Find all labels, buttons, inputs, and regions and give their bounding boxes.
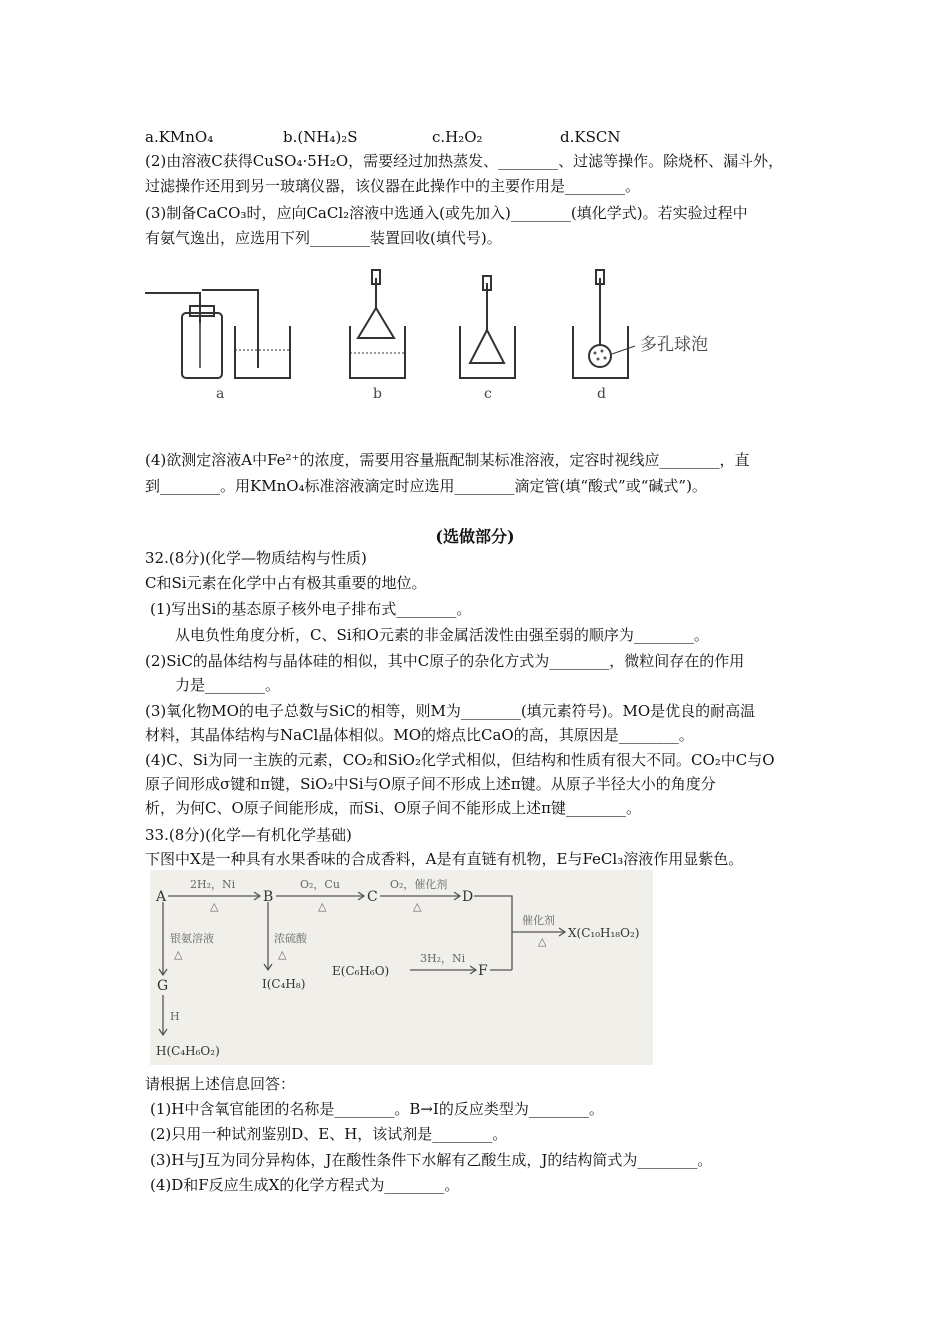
flow-heat-6: △ [278,948,287,961]
flow-reagent-5: 银氨溶液 [170,932,214,945]
q33-part4: (4)D和F反应生成X的化学方程式为________。 [150,1176,460,1194]
q32-part1: (1)写出Si的基态原子核外电子排布式________。 [150,600,472,618]
q3-line2: 有氨气逸出，应选用下列________装置回收(填代号)。 [145,229,502,247]
apparatus-figure [140,268,740,403]
section-title: (选做部分) [435,527,515,546]
q32-part2b: 力是________。 [175,676,281,694]
flow-reagent-4: 催化剂 [522,914,555,927]
apparatus-label-b: b [373,386,382,402]
flow-B: B [263,889,274,905]
q32-heading: 32.(8分)(化学—物质结构与性质) [145,549,367,567]
flow-heat-3: △ [413,900,422,913]
flow-I: I(C₄H₈) [262,977,306,991]
flow-reagent-2: O₂，Cu [300,878,340,891]
q32-part2a: (2)SiC的晶体结构与晶体硅的相似，其中C原子的杂化方式为________，微粒间存在的作用 [145,652,745,670]
q32-part3a: (3)氧化物MO的电子总数与SiC的相等，则M为________(填元素符号)。MO是优良的耐高温 [145,702,756,720]
q32-intro: C和Si元素在化学中占有极其重要的地位。 [145,574,427,592]
option-c: c.H₂O₂ [432,128,483,146]
option-a: a.KMnO₄ [145,128,214,146]
q4-line2: 到________。用KMnO₄标准溶液滴定时应选用________滴定管(填“酸式”或“碱式”)。 [145,477,707,495]
q33-part1: (1)H中含氧官能团的名称是________。B→I的反应类型为________。 [150,1100,604,1118]
q2-line1: (2)由溶液C获得CuSO₄·5H₂O，需要经过加热蒸发、________、过滤等操作。除烧杯、漏斗外， [145,152,784,170]
q3-line1: (3)制备CaCO₃时，应向CaCl₂溶液中选通入(或先加入)________(填化学式)。若实验过程中 [145,204,748,222]
flow-G: G [157,978,169,994]
q33-part2: (2)只用一种试剂鉴别D、E、H，该试剂是________。 [150,1125,508,1143]
flow-heat-5: △ [174,948,183,961]
q33-prompt: 请根据上述信息回答： [145,1075,296,1093]
flow-E: E(C₆H₆O) [332,964,390,978]
q32-part4c: 析，为何C、O原子间能形成，而Si、O原子间不能形成上述π键________。 [145,799,642,817]
flow-X: X(C₁₀H₁₈O₂) [568,926,640,940]
apparatus-label-a: a [216,386,225,402]
q2-line2: 过滤操作还用到另一玻璃仪器，该仪器在此操作中的主要作用是________。 [145,177,641,195]
q32-part4b: 原子间形成σ键和π键，SiO₂中Si与O原子间不形成上述π键。从原子半径大小的角度分 [145,775,716,793]
flow-reagent-6: 浓硫酸 [274,932,307,945]
apparatus-label-d: d [597,386,606,402]
q32-part1b: 从电负性角度分析，C、Si和O元素的非金属活泼性由强至弱的顺序为________。 [175,626,709,644]
flow-reagent-1: 2H₂，Ni [190,878,236,891]
flow-heat-1: △ [210,900,219,913]
apparatus-label-c: c [484,386,492,402]
flow-heat-2: △ [318,900,327,913]
porous-bulb-label: 多孔球泡 [640,335,708,355]
flow-heat-4: △ [538,935,547,948]
flow-reagent-3: O₂，催化剂 [390,878,448,891]
q33-intro: 下图中X是一种具有水果香味的合成香料，A是有直链有机物，E与FeCl₃溶液作用显紫色。 [145,850,744,868]
q4-line1: (4)欲测定溶液A中Fe²⁺的浓度，需要用容量瓶配制某标准溶液，定容时视线应________，直 [145,451,750,469]
flow-reagent-8: H [170,1010,180,1023]
option-b: b.(NH₄)₂S [283,128,358,146]
q33-heading: 33.(8分)(化学—有机化学基础) [145,826,352,844]
synthesis-flow-diagram [150,870,653,1065]
flow-A: A [156,889,167,905]
q33-part3: (3)H与J互为同分异构体，J在酸性条件下水解有乙酸生成，J的结构简式为________。 [150,1151,713,1169]
flow-reagent-7: 3H₂，Ni [420,952,466,965]
flow-C: C [367,889,378,905]
flow-F: F [478,963,488,979]
option-d: d.KSCN [560,128,621,146]
flow-H-formula: H(C₄H₆O₂) [156,1044,220,1058]
flow-D: D [462,889,474,905]
q32-part4a: (4)C、Si为同一主族的元素，CO₂和SiO₂化学式相似，但结构和性质有很大不同。CO₂中C与O [145,751,775,769]
q32-part3b: 材料，其晶体结构与NaCl晶体相似。MO的熔点比CaO的高，其原因是________。 [145,726,694,744]
